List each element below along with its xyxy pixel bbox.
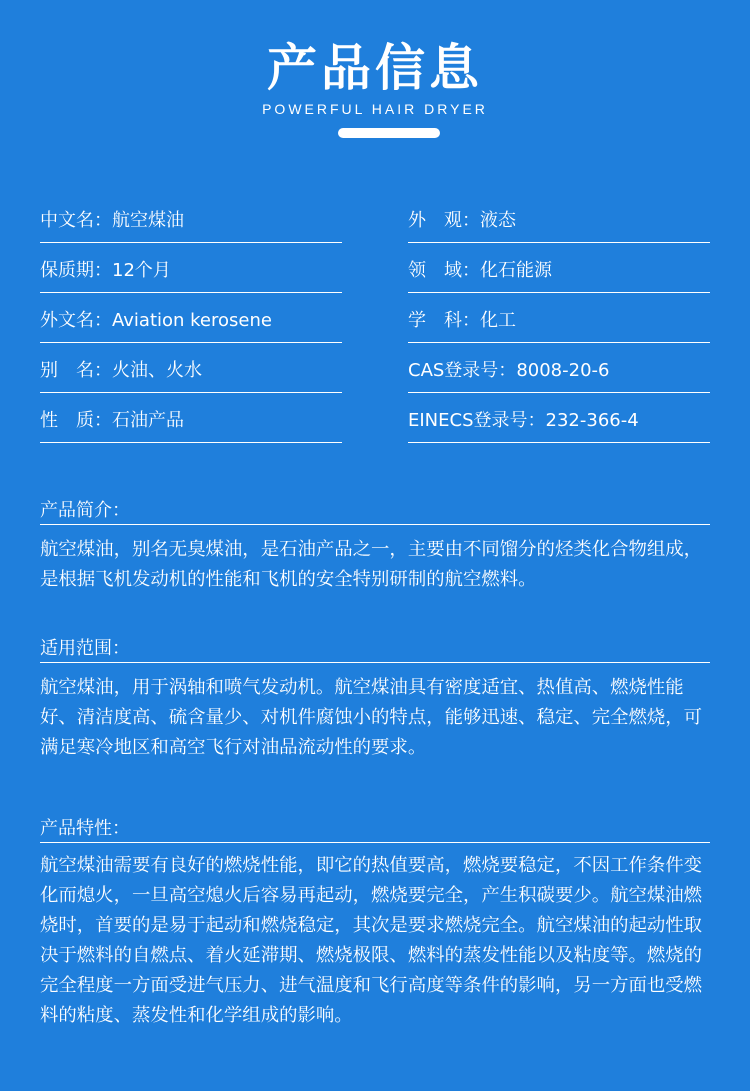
field-domain [408,258,710,293]
field-appearance [408,208,710,243]
field-value: 航空煤油 [112,210,184,231]
section-heading-characteristics: 产品特性： [40,818,710,843]
section-body-characteristics: 航空煤油需要有良好的燃烧性能，即它的热值要高，燃烧要稳定，不因工作条件变化而熄火，一旦高空熄火后容易再起动，燃烧要完全，产生积碳要少。航空煤油燃烧时，首要的是易于起动和燃烧稳定，其次是要求燃烧完全。航空煤油的起动性取决于燃料的自燃点、着火延滞期、燃烧极限、燃料的蒸发性能以及粘度等。燃烧的完全程度一方面受进气压力、进气温度和飞行高度等条件的影响，另一方面也受燃料的粘度、蒸发性和化学组成的影响。 [40,855,703,1026]
field-value: 232-366-4 [545,410,639,431]
field-shelf-life [40,258,342,293]
field-einecs-number [408,408,710,443]
field-label: 外文名： [40,310,112,331]
field-value: Aviation kerosene [112,310,272,331]
section-heading-scope: 适用范围： [40,638,710,663]
field-label: 领 域： [408,260,480,281]
page-subtitle: POWERFUL HAIR DRYER [262,101,488,117]
field-value: 化工 [480,310,516,331]
section-body-intro: 航空煤油，别名无臭煤油，是石油产品之一，主要由不同馏分的烃类化合物组成，是根据飞机发动机的性能和飞机的安全特别研制的航空燃料。 [40,539,703,590]
field-alias [40,358,342,393]
field-discipline [408,308,710,343]
field-value: 液态 [480,210,516,231]
section-heading-intro: 产品简介： [40,500,710,525]
field-label: 保质期： [40,260,112,281]
field-label: 外 观： [408,210,480,231]
page-title: 产品信息 [267,39,483,97]
field-label: EINECS登录号： [408,410,546,431]
field-value: 火油、火水 [112,360,202,381]
field-cas-number [408,358,710,393]
title-underline-bar [338,128,440,138]
section-body-scope: 航空煤油，用于涡轴和喷气发动机。航空煤油具有密度适宜、热值高、燃烧性能好、清洁度高、硫含量少、对机件腐蚀小的特点，能够迅速、稳定、完全燃烧，可满足寒冷地区和高空飞行对油品流动性的要求。 [40,677,703,758]
field-value: 石油产品 [112,410,184,431]
field-label: 中文名： [40,210,112,231]
field-value: 化石能源 [480,260,552,281]
field-chinese-name [40,208,342,243]
field-value: 12个月 [112,260,171,281]
field-nature [40,408,342,443]
field-label: 性 质： [40,410,112,431]
field-label: CAS登录号： [408,360,517,381]
field-foreign-name [40,308,342,343]
field-value: 8008-20-6 [516,360,610,381]
field-label: 别 名： [40,360,112,381]
field-label: 学 科： [408,310,480,331]
